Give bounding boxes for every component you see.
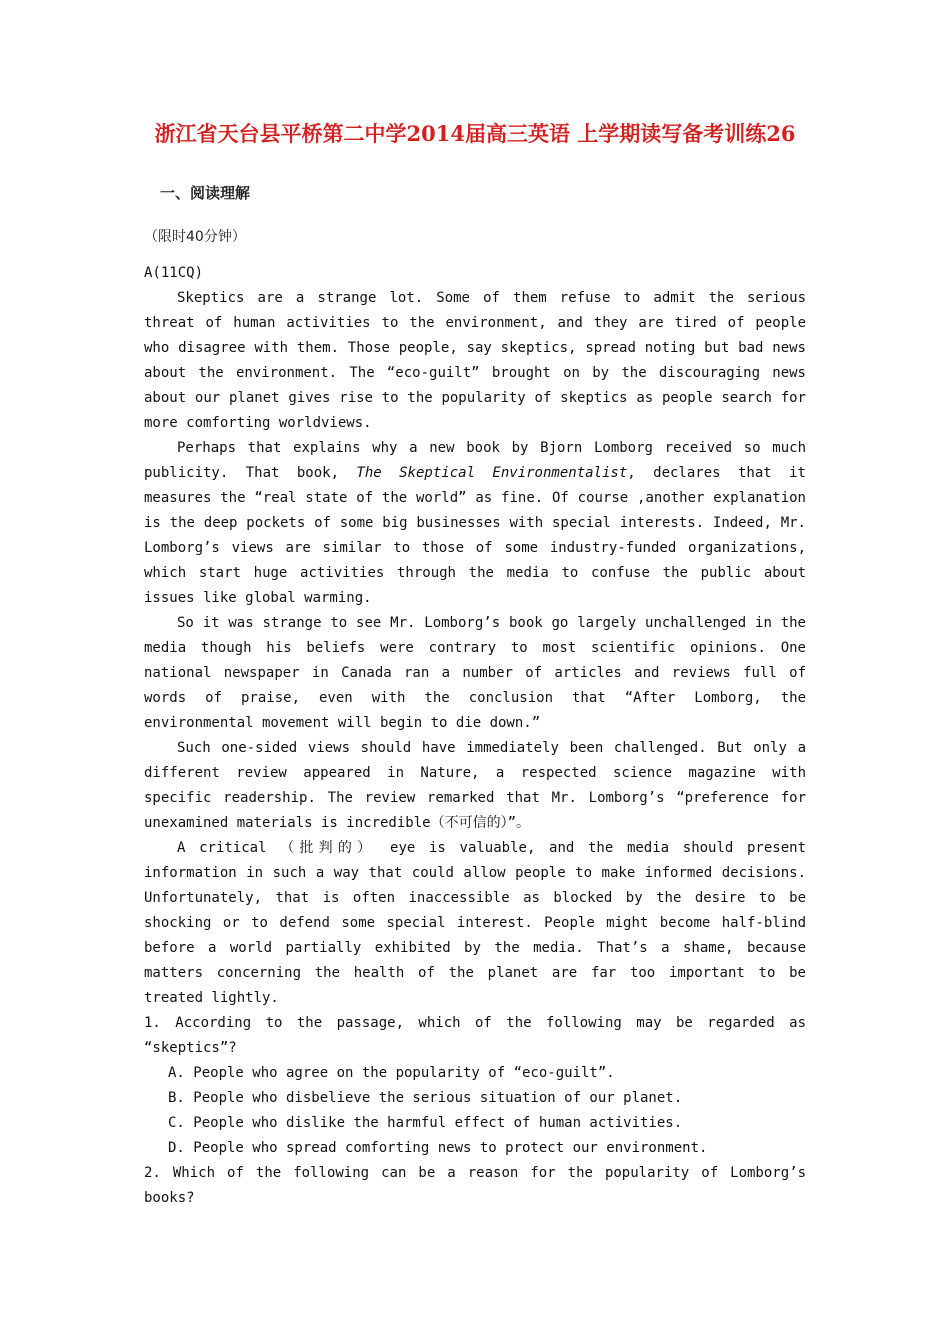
question-1-option-b: B. People who disbelieve the serious situation of our planet. [168,1090,683,1106]
book-title: The Skeptical Environmentalist [356,465,628,481]
time-limit: （限时40分钟） [144,229,246,245]
question-1-option-c: C. People who dislike the harmful effect of human activities. [168,1115,683,1131]
question-2-stem: 2. Which of the following can be a reason for the popularity of Lomborg’s books? [144,1165,806,1206]
paragraph-3: So it was strange to see Mr. Lomborg’s book go largely unchallenged in the media though his beliefs were contrary to most scientific opinions. One national newspaper in Canada ran a number of articles and reviews full of words of praise, even with the conclusion that “After Lomborg, the environmental movement will begin to die down.” [144,615,806,731]
paragraph-2-after: , declares that it measures the “real state of the world” as fine. Of course ,another explanation is the deep pockets of some big businesses with special interests. Indeed, Mr. Lomborg’s views are similar to those of some industry-funded organizations, which start huge activities through the media to confuse the public about issues like global warming. [144,465,806,606]
reading-passage [144,261,806,1211]
document-title: 浙江省天台县平桥第二中学2014届高三英语 上学期读写备考训练26 [154,121,796,146]
question-1-stem: 1. According to the passage, which of the following may be regarded as “skeptics”? [144,1015,806,1056]
paragraph-2-before: Perhaps that explains why a new book by Bjorn Lomborg received so much publicity. That book, [144,440,806,481]
question-1-option-a: A. People who agree on the popularity of “eco-guilt”. [168,1065,615,1081]
paragraph-1: Skeptics are a strange lot. Some of them refuse to admit the serious threat of human activities to the environment, and they are tired of people who disagree with them. Those people, say skeptics, spread noting but bad news about the environment. The “eco-guilt” brought on by the discouraging news about our planet gives rise to the popularity of skeptics as people search for more comforting worldviews. [144,290,806,431]
paragraph-2 [144,436,806,611]
paragraph-5: A critical （批判的） eye is valuable, and the media should present information in such a way that could allow people to make informed decisions. Unfortunately, that is often inaccessible as blocked by the desire to be shocking or to defend some special interest. People might become half-blind before a world partially exhibited by the media. That’s a shame, because matters concerning the health of the planet are far too important to be treated lightly. [144,840,806,1006]
section-heading: 一、阅读理解 [160,184,251,202]
question-1-option-d: D. People who spread comforting news to protect our environment. [168,1140,708,1156]
paragraph-4: Such one-sided views should have immediately been challenged. But only a different review appeared in Nature, a respected science magazine with specific readership. The review remarked that Mr. Lomborg’s “preference for unexamined materials is incredible（不可信的）”。 [144,740,806,831]
passage-label: A(11CQ) [144,265,204,281]
